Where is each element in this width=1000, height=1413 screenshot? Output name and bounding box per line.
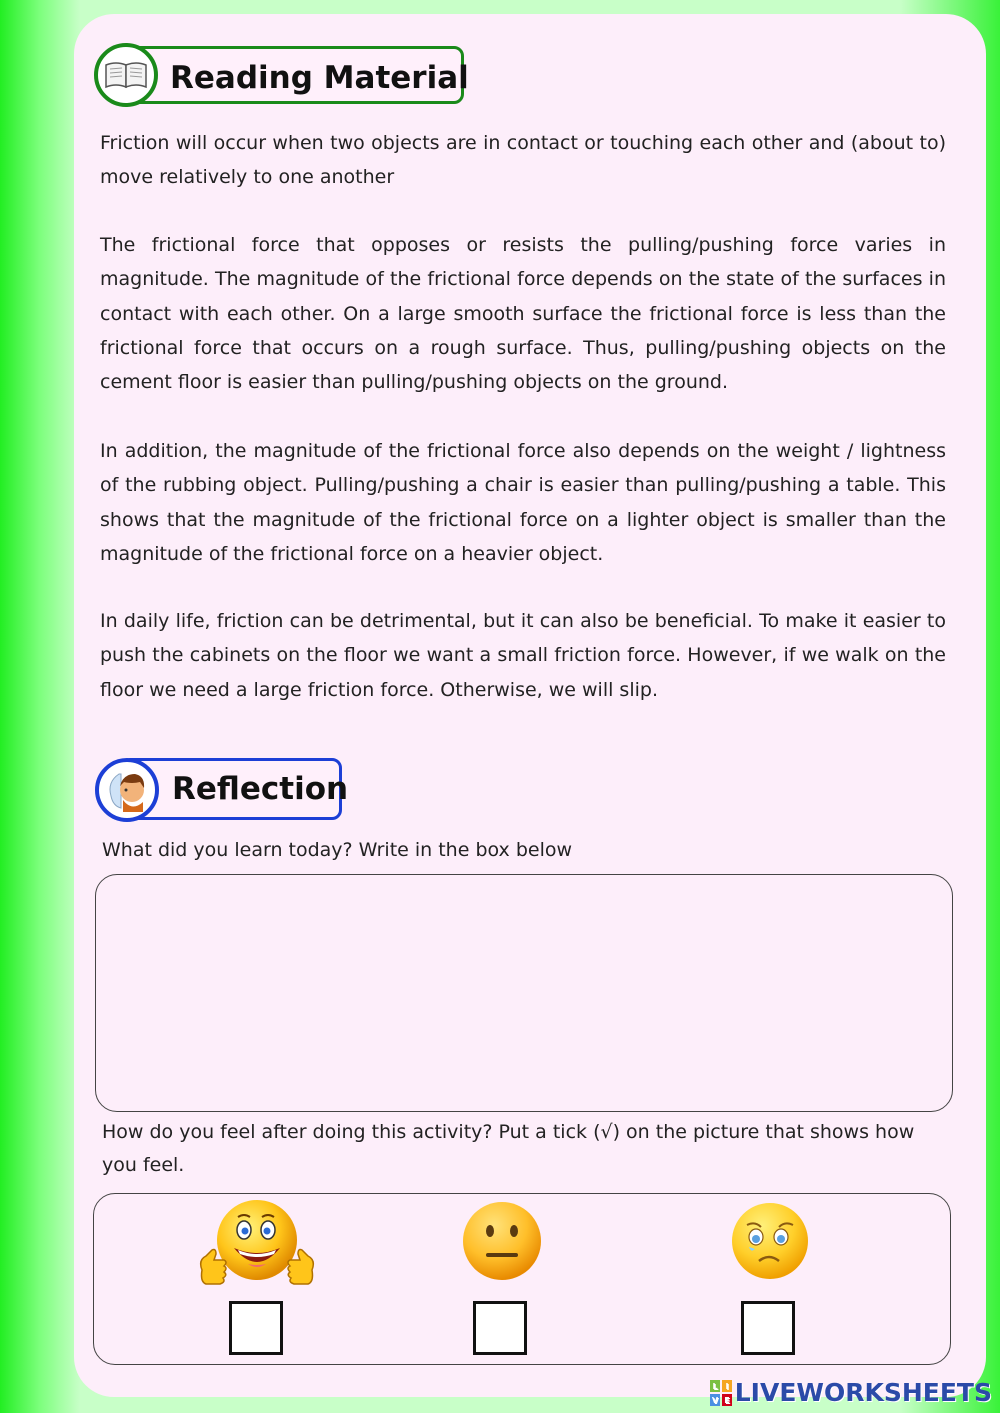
- liveworksheets-logo-mark: [710, 1380, 732, 1406]
- tick-box-sad[interactable]: [741, 1301, 795, 1355]
- reflection-face-icon: [95, 758, 159, 822]
- sad-tearful-emoji: [729, 1201, 811, 1281]
- learn-prompt: What did you learn today? Write in the box below: [102, 839, 573, 861]
- svg-text:L: L: [712, 1381, 718, 1391]
- happy-thumbs-up-emoji: [194, 1198, 320, 1298]
- paragraph-2: The frictional force that opposes or resists the pulling/pushing force varies in magnitude. The magnitude of the frictional force depends on the state of the surfaces in contact with each other. On a large smooth surface the frictional force is less than the frictional force that occurs on a rough surface. Thus, pulling/pushing objects on the cement floor is easier than pulling/pushing objects on the ground.: [100, 234, 946, 394]
- svg-text:I: I: [725, 1381, 729, 1391]
- paragraph-4: In daily life, friction can be detrimental, but it can also be beneficial. To make it easier to push the cabinets on the floor we want a small friction force. However, if we walk on the floor we need a large friction force. Otherwise, we will slip.: [100, 610, 946, 701]
- reflection-title: Reflection: [172, 771, 349, 807]
- tick-box-neutral[interactable]: [473, 1301, 527, 1355]
- book-icon: [94, 43, 158, 107]
- svg-text:V: V: [711, 1395, 718, 1405]
- paragraph-3: In addition, the magnitude of the frictional force also depends on the weight / lightness of the rubbing object. Pulling/pushing a chair is easier than pulling/pushing a table. This shows that the magnitude of the frictional force on a lighter object is smaller than the magnitude of the frictional force on a heavier object.: [100, 440, 946, 565]
- liveworksheets-logo: [710, 1378, 992, 1407]
- tick-box-happy[interactable]: [229, 1301, 283, 1355]
- neutral-face-emoji: [461, 1200, 543, 1282]
- svg-text:E: E: [724, 1395, 730, 1405]
- reading-material-title: Reading Material: [170, 60, 469, 96]
- feel-prompt-line-2: you feel.: [102, 1154, 185, 1176]
- liveworksheets-logo-text: LIVEWORKSHEETS: [734, 1378, 992, 1407]
- paragraph-1: Friction will occur when two objects are in contact or touching each other and (about to) move relatively to one another: [100, 132, 946, 189]
- learn-answer-box[interactable]: [95, 874, 953, 1112]
- feel-prompt-line-1: How do you feel after doing this activity? Put a tick (√) on the picture that shows how: [102, 1121, 915, 1143]
